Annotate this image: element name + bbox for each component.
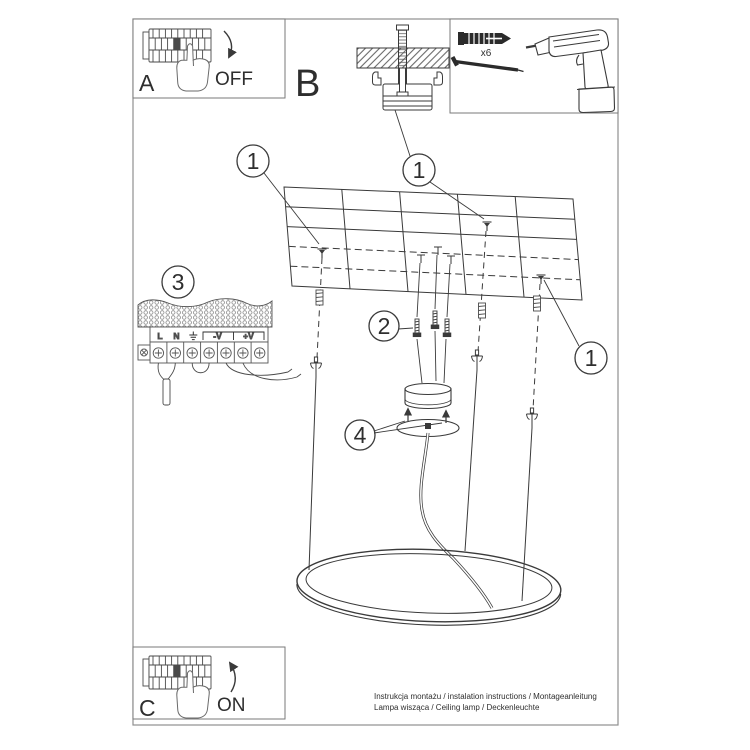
- step-c-box: [133, 647, 285, 721]
- callout-1b-number: 1: [412, 157, 426, 183]
- callout-3-number: 3: [171, 269, 185, 295]
- step-a-box: [133, 19, 285, 98]
- dowel-count-label: x6: [480, 48, 492, 59]
- terminal-label-pos: +V: [243, 331, 254, 341]
- wall-plug-icon: [458, 32, 511, 45]
- circuit-breaker-panel-icon: [143, 656, 211, 689]
- wall-plug-icon: [316, 290, 323, 305]
- callout-1a-number: 1: [246, 148, 260, 174]
- callout-4-number: 4: [353, 422, 367, 448]
- step-c-action-on: ON: [217, 695, 246, 716]
- step-c-label: C: [139, 695, 156, 721]
- canopy-cylinder-top: [405, 384, 451, 395]
- callout-1c: [575, 342, 607, 374]
- step-a-label: A: [139, 70, 155, 96]
- circuit-breaker-panel-icon: [143, 29, 211, 62]
- terminal-label-n: N: [173, 331, 180, 341]
- footer-line1: Instrukcja montażu / instalation instructions / Montageanleitung: [374, 692, 597, 701]
- callout-2: [369, 311, 399, 341]
- callout-3: [162, 266, 194, 298]
- sheet-frame: [133, 19, 618, 725]
- callout-2-number: 2: [377, 313, 391, 339]
- bolt-head: [397, 25, 409, 30]
- parts-box: [450, 19, 618, 113]
- step-a-action-off: OFF: [215, 69, 253, 90]
- step-b-label: B: [295, 63, 321, 105]
- terminal-label-l: L: [157, 331, 163, 341]
- footer-line2: Lampa wisząca / Ceiling lamp / Deckenleuchte: [374, 703, 540, 712]
- callout-1b: [403, 154, 435, 186]
- mains-cable: [163, 379, 170, 405]
- terminal-label-neg: -V: [213, 331, 222, 341]
- cable-gland: [425, 423, 431, 429]
- wall-plug-icon: [534, 296, 541, 311]
- callout-1a: [237, 145, 269, 177]
- callout-1c-number: 1: [584, 345, 598, 371]
- wall-plug-icon: [479, 303, 486, 318]
- callout-4: [345, 420, 375, 450]
